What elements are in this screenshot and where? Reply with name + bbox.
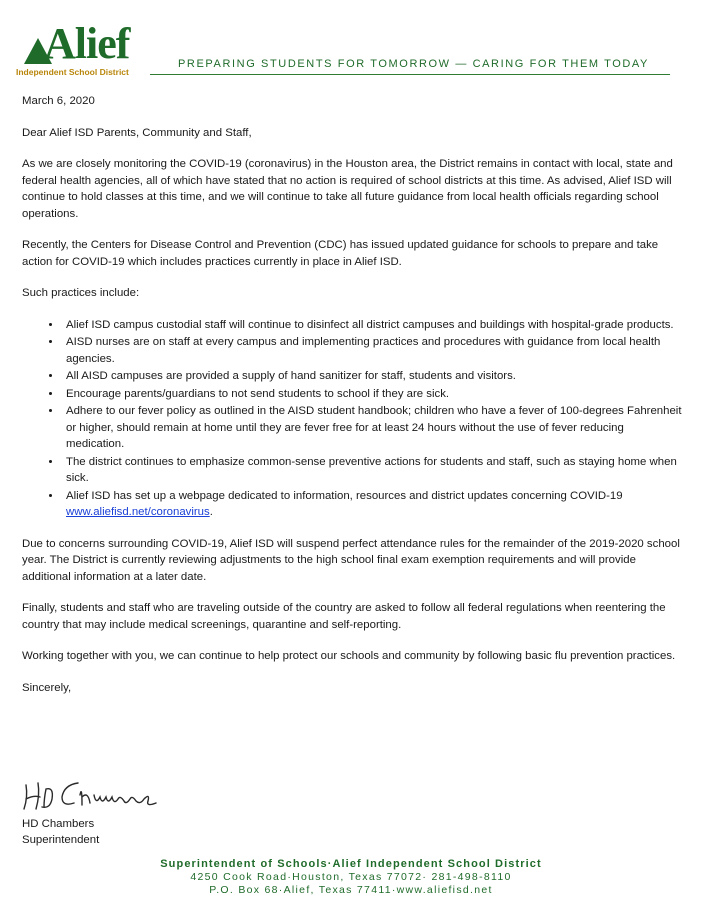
practices-list <box>22 317 682 521</box>
district-logo <box>14 19 144 82</box>
header-divider <box>150 74 670 75</box>
footer-title: Superintendent of Schools·Alief Independent School District <box>160 858 542 870</box>
footer-address: 4250 Cook Road·Houston, Texas 77072· 281-498-8110 <box>190 871 512 883</box>
logo-subtitle: Independent School District <box>16 67 129 77</box>
coronavirus-page-link[interactable]: www.aliefisd.net/coronavirus <box>66 506 210 518</box>
handwritten-signature <box>20 775 170 815</box>
list-item <box>62 488 682 521</box>
practices-intro: Such practices include: <box>22 287 140 299</box>
list-item-text: Alief ISD has set up a webpage dedicated to information, resources and district updates concerning COVID-19 <box>66 489 623 502</box>
signer-title: Superintendent <box>22 834 100 846</box>
paragraph-4: Finally, students and staff who are traveling outside of the country are asked to follow all federal regulations when reentering the country that may include medical screenings, quarantine and self-reporting. <box>22 602 666 631</box>
signature-block <box>22 816 99 848</box>
closing: Sincerely, <box>22 681 72 694</box>
footer <box>0 857 702 896</box>
paragraph-2: Recently, the Centers for Disease Control and Prevention (CDC) has issued updated guidance for schools to prepare and take action for COVID-19 which includes practices currently in place in Alief ISD. <box>22 239 659 268</box>
footer-po-box: P.O. Box 68·Alief, Texas 77411·www.aliefisd.net <box>209 883 493 896</box>
salutation: Dear Alief ISD Parents, Community and Staff, <box>22 126 252 139</box>
paragraph-3: Due to concerns surrounding COVID-19, Alief ISD will suspend perfect attendance rules for the remainder of the 2019-2020 school year. The District is currently reviewing adjustments to the high school final exam exemption requirements and will provide additional information at a later date. <box>22 537 680 583</box>
paragraph-5: Working together with you, we can continue to help protect our schools and community by following basic flu prevention practices. <box>22 650 676 662</box>
tagline: PREPARING STUDENTS FOR TOMORROW — CARING FOR THEM TODAY <box>178 58 649 70</box>
link-suffix: . <box>209 506 213 518</box>
list-item: • Adhere to our fever policy as outlined in the AISD student handbook; children who have a fever of 100-degrees Fahrenheit or higher, should remain at home until they are fever free for at least 24 hours without the use of fever reducing medication. <box>62 403 682 453</box>
list-item: • All AISD campuses are provided a supply of hand sanitizer for staff, students and visitors. <box>62 368 682 385</box>
letter-body <box>22 93 682 711</box>
list-item: • AISD nurses are on staff at every campus and implementing practices and procedures with guidance from local health agencies. <box>62 334 682 367</box>
list-item: • Encourage parents/guardians to not send students to school if they are sick. <box>62 386 682 403</box>
signer-name: HD Chambers <box>22 818 95 830</box>
logo-name: Alief <box>44 19 130 68</box>
list-item: • The district continues to emphasize common-sense preventive actions for students and staff, such as staying home when sick. <box>62 454 682 487</box>
letterhead <box>0 0 702 90</box>
list-item: • Alief ISD campus custodial staff will continue to disinfect all district campuses and buildings with hospital-grade products. <box>62 317 682 334</box>
letter-date: March 6, 2020 <box>22 95 95 107</box>
paragraph-1: As we are closely monitoring the COVID-19 (coronavirus) in the Houston area, the District remains in contact with local, state and federal health agencies, all of which have stated that no action is required of school districts at this time. As advised, Alief ISD will continue to hold classes at this time, and we will continue to take all future guidance from local health officials regarding school operations. <box>22 158 673 220</box>
